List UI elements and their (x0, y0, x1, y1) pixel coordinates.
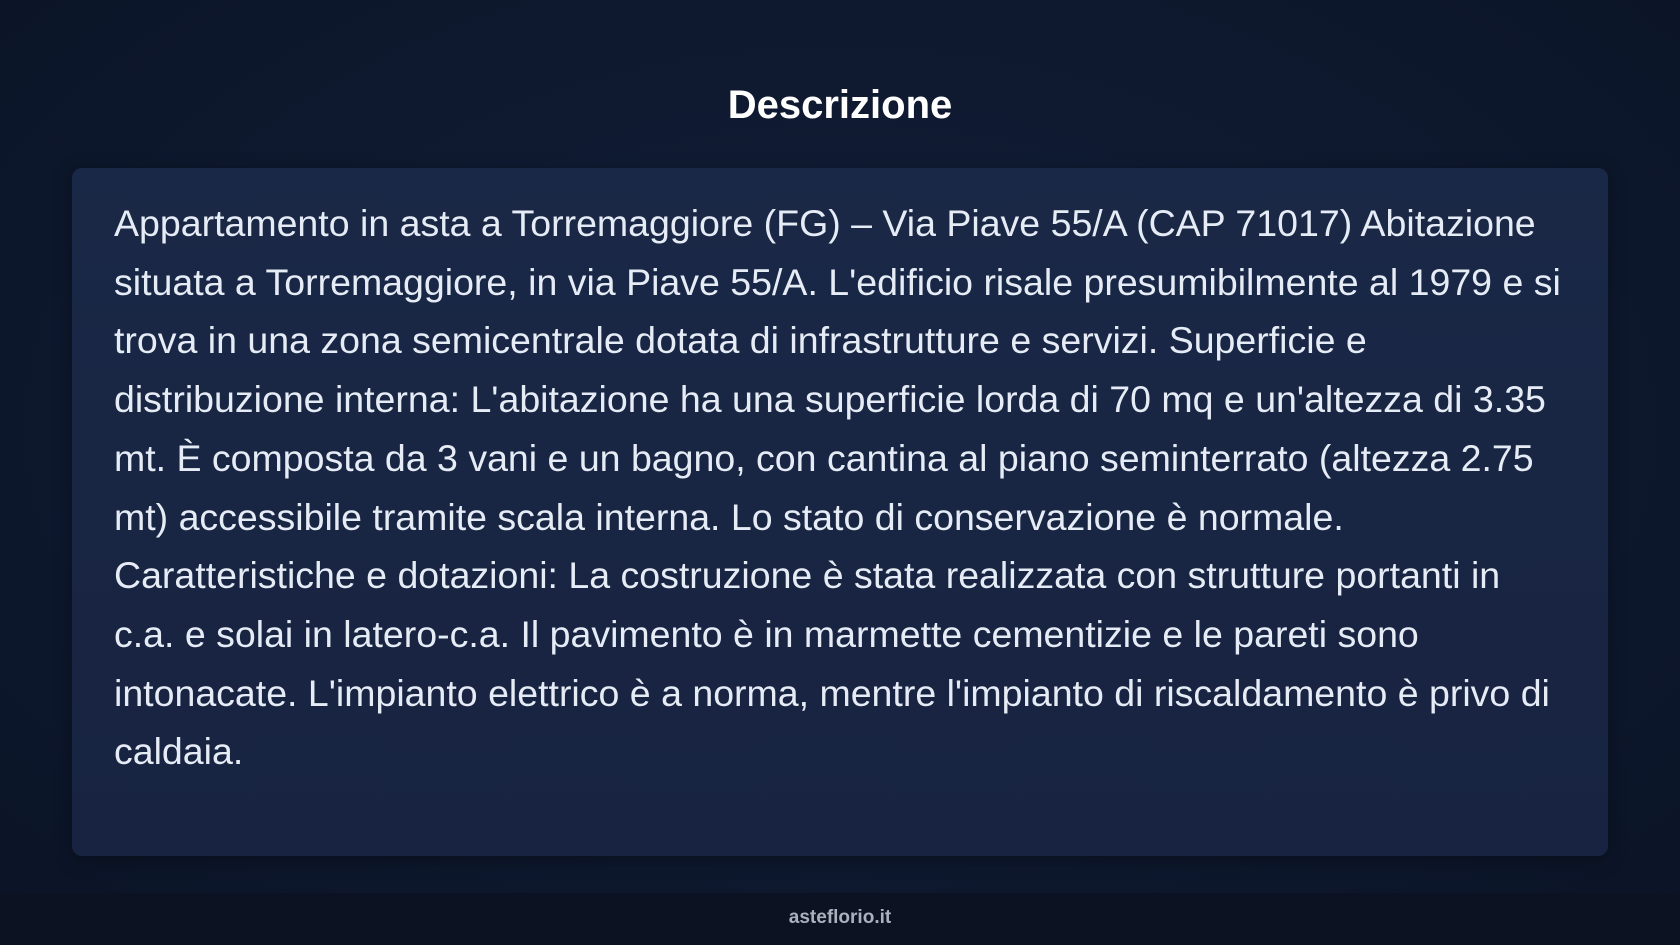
footer-site-label: asteflorio.it (788, 907, 892, 928)
page-title: Descrizione (727, 83, 953, 127)
footer-bar (0, 893, 1680, 945)
description-text: Appartamento in asta a Torremaggiore (FG) – Via Piave 55/A (CAP 71017) Abitazione situata a Torremaggiore, in via Piave 55/A. L'edificio risale presumibilmente al 1979 e si trova in una zona semicentrale dotata di infrastrutture e servizi. Superficie e distribuzione interna: L'abitazione ha una superficie lorda di 70 mq e un'altezza di 3.35 mt. È composta da 3 vani e un bagno, con cantina al piano seminterrato (altezza 2.75 mt) accessibile tramite scala interna. Lo stato di conservazione è normale. Caratteristiche e dotazioni: La costruzione è stata realizzata con strutture portanti in c.a. e solai in latero-c.a. Il pavimento è in marmette cementizie e le pareti sono intonacate. L'impianto elettrico è a norma, mentre l'impianto di riscaldamento è privo di caldaia. (114, 202, 1561, 773)
description-card (72, 168, 1608, 856)
